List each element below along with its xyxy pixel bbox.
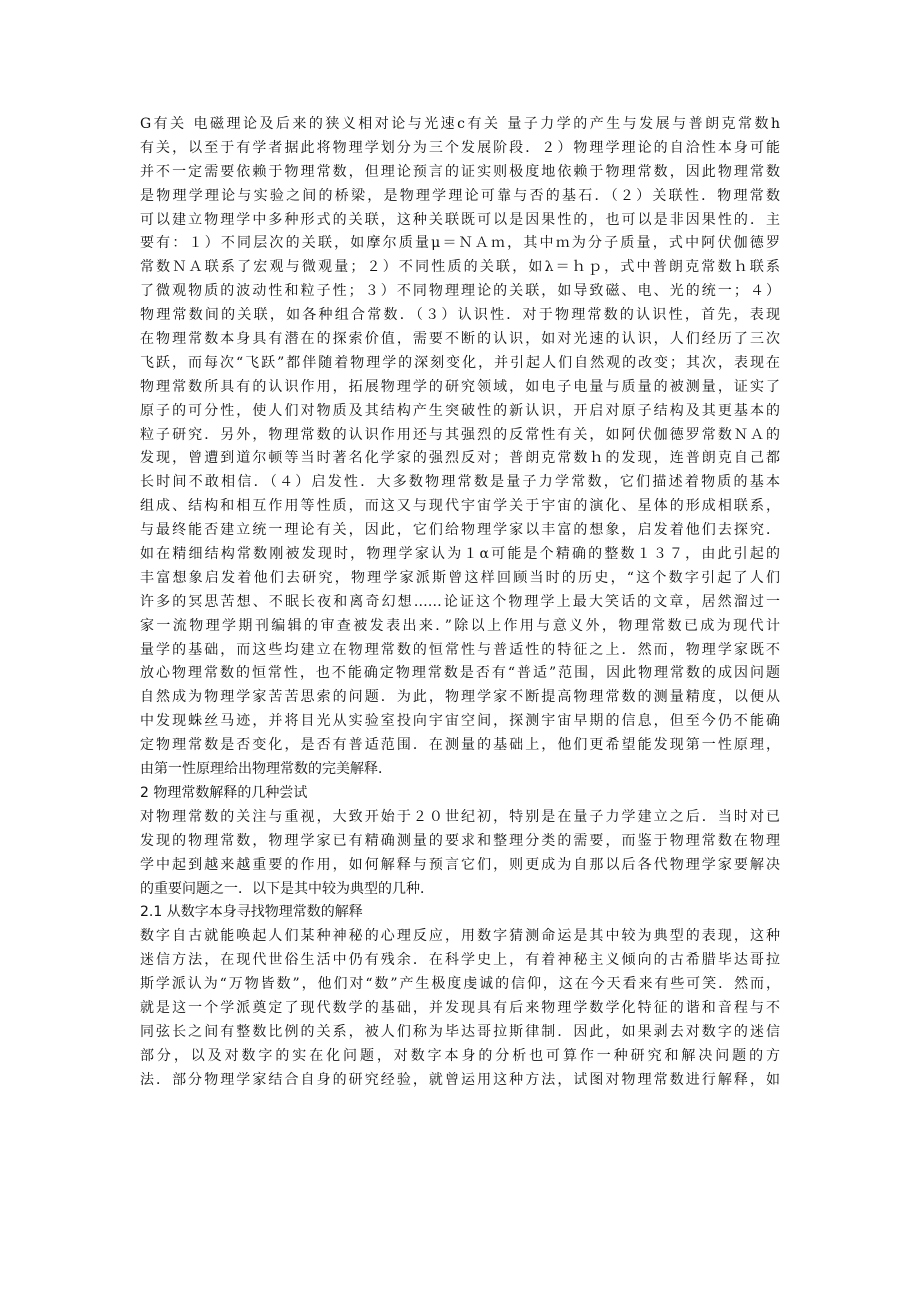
text-line: 物理常数间的关联，如各种组合常数．（３）认识性．对于物理常数的认识性，首先，表现	[140, 307, 780, 324]
section-heading-2-1: 2.1 从数字本身寻找物理常数的解释	[140, 904, 363, 921]
text-line: 长时间不敢相信．（４）启发性．大多数物理常数是量子力学常数，它们描述着物质的基本	[140, 474, 780, 491]
text-line: 的重要问题之一．以下是其中较为典型的几种．	[140, 880, 434, 897]
text-line: 要有：１）不同层次的关联，如摩尔质量μ＝ＮＡｍ，其中ｍ为分子质量，式中阿伏伽德罗	[140, 235, 780, 252]
text-line: 家一流物理学期刊编辑的审查被发表出来．”除以上作用与意义外，物理常数已成为现代计	[140, 617, 780, 634]
text-line: G有关 电磁理论及后来的狭义相对论与光速c有关 量子力学的产生与发展与普朗克常数h	[140, 116, 780, 132]
text-line: 原子的可分性，使人们对物质及其结构产生突破性的新认识，开启对原子结构及其更基本的	[140, 402, 780, 419]
text-line: 许多的冥思苦想、不眠长夜和离奇幻想……论证这个物理学上最大笑话的文章，居然溜过一	[140, 593, 780, 610]
text-line: 可以建立物理学中多种形式的关联，这种关联既可以是因果性的，也可以是非因果性的．主	[140, 211, 780, 228]
text-line: 飞跃，而每次“飞跃”都伴随着物理学的深刻变化，并引起人们自然观的改变；其次，表现在	[140, 354, 780, 371]
text-line: 自然成为物理学家苦苦思索的问题．为此，物理学家不断提高物理常数的测量精度，以便从	[140, 689, 780, 706]
text-line: 发现的物理常数，物理学家已有精确测量的要求和整理分类的需要，而鉴于物理常数在物理	[140, 832, 780, 849]
paragraph-section-2-1	[140, 925, 780, 1092]
document-page	[140, 113, 780, 1093]
text-line: 丰富想象启发着他们去研究，物理学家派斯曾这样回顾当时的历史，“这个数字引起了人们	[140, 569, 780, 586]
text-line: 常数ＮＡ联系了宏观与微观量；２）不同性质的关联，如λ＝ｈｐ，式中普朗克常数ｈ联系	[140, 259, 780, 276]
text-line: 放心物理常数的恒常性，也不能确定物理常数是否有“普适”范围，因此物理常数的成因问题	[140, 665, 780, 682]
text-line: 量学的基础，而这些均建立在物理常数的恒常性与普适性的特征之上．然而，物理学家既不	[140, 641, 780, 658]
text-line: 学中起到越来越重要的作用，如何解释与预言它们，则更成为自那以后各代物理学家要解决	[140, 856, 780, 873]
text-line: 斯学派认为“万物皆数”，他们对“数”产生极度虔诚的信仰，这在今天看来有些可笑．然而，	[140, 976, 780, 993]
text-line: 发现，曾遭到道尔顿等当时著名化学家的强烈反对；普朗克常数ｈ的发现，连普朗克自己都	[140, 450, 780, 467]
text-line: 与最终能否建立统一理论有关，因此，它们给物理学家以丰富的想象，启发着他们去探究．	[140, 522, 780, 539]
text-line: 就是这一个学派奠定了现代数学的基础，并发现具有后来物理学数学化特征的谐和音程与不	[140, 999, 780, 1016]
text-line: 组成、结构和相互作用等性质，而这又与现代宇宙学关于宇宙的演化、星体的形成相联系，	[140, 498, 780, 515]
text-line: 有关，以至于有学者据此将物理学划分为三个发展阶段．２）物理学理论的自洽性本身可能	[140, 139, 780, 156]
text-line: 中发现蛛丝马迹，并将目光从实验室投向宇宙空间，探测宇宙早期的信息，但至今仍不能确	[140, 713, 780, 730]
text-line: 并不一定需要依赖于物理常数，但理论预言的证实则极度地依赖于物理常数，因此物理常数	[140, 163, 780, 180]
text-line: 法．部分物理学家结合自身的研究经验，就曾运用这种方法，试图对物理常数进行解释，如	[140, 1071, 780, 1088]
text-line: 粒子研究．另外，物理常数的认识作用还与其强烈的反常性有关，如阿伏伽德罗常数ＮＡ的	[140, 426, 780, 443]
text-line: 由第一性原理给出物理常数的完美解释．	[140, 761, 392, 778]
text-line: 如在精细结构常数刚被发现时，物理学家认为１α可能是个精确的整数１３７，由此引起的	[140, 546, 780, 563]
text-line: 同弦长之间有整数比例的关系，被人们称为毕达哥拉斯律制．因此，如果剥去对数字的迷信	[140, 1023, 780, 1040]
text-line: 数字自古就能唤起人们某种神秘的心理反应，用数字猜测命运是其中较为典型的表现，这种	[140, 928, 780, 945]
section-heading-2: 2 物理常数解释的几种尝试	[140, 784, 308, 801]
paragraph-section-2-intro	[140, 806, 780, 902]
text-line: 迷信方法，在现代世俗生活中仍有残余．在科学史上，有着神秘主义倾向的古希腊毕达哥拉	[140, 952, 780, 969]
paragraph-physical-constants-roles	[140, 113, 780, 782]
text-line: 对物理常数的关注与重视，大致开始于２０世纪初，特别是在量子力学建立之后．当时对已	[140, 808, 780, 825]
text-line: 在物理常数本身具有潜在的探索价值，需要不断的认识，如对光速的认识，人们经历了三次	[140, 331, 780, 348]
text-line: 了微观物质的波动性和粒子性；３）不同物理理论的关联，如导致磁、电、光的统一；４）	[140, 283, 780, 300]
text-line: 定物理常数是否变化，是否有普适范围．在测量的基础上，他们更希望能发现第一性原理，	[140, 737, 780, 754]
text-line: 是物理学理论与实验之间的桥梁，是物理学理论可靠与否的基石．（２）关联性．物理常数	[140, 187, 780, 204]
text-line: 部分，以及对数字的实在化问题，对数字本身的分析也可算作一种研究和解决问题的方	[140, 1047, 780, 1064]
text-line: 物理常数所具有的认识作用，拓展物理学的研究领域，如电子电量与质量的被测量，证实了	[140, 378, 780, 395]
